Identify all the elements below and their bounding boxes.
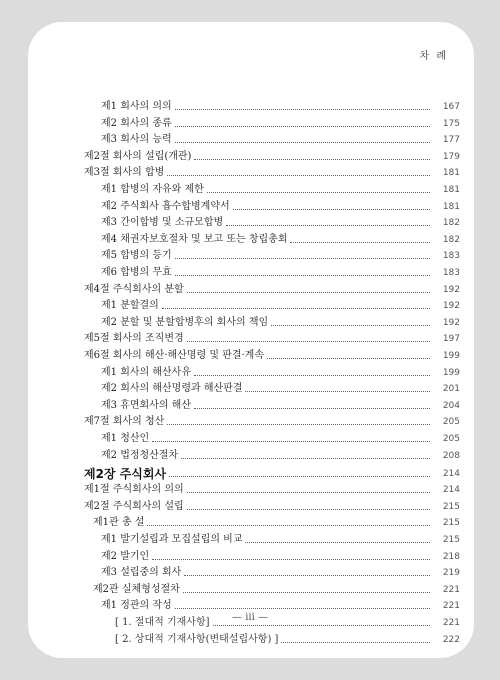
toc-page-number: 182 [442, 234, 460, 245]
toc-entry-row[interactable] [0, 231, 460, 247]
toc-page-number: 179 [442, 151, 460, 162]
toc-entry-row[interactable] [0, 498, 460, 514]
toc-page-number: 201 [442, 384, 460, 395]
dot-leader [245, 391, 430, 392]
toc-entry-label: 제1 합병의 자유와 제한 [101, 184, 204, 195]
toc-page-number: 221 [442, 601, 460, 612]
toc-entry-row[interactable] [0, 131, 460, 147]
dot-leader [181, 458, 430, 459]
toc-page-number: 222 [442, 634, 460, 645]
toc-page-number: 192 [442, 284, 460, 295]
toc-entry-row[interactable] [0, 281, 460, 297]
toc-page-number: 183 [442, 251, 460, 262]
toc-entry-row[interactable] [0, 564, 460, 580]
toc-entry-label: 제4 채권자보호절차 및 보고 또는 창립총회 [101, 233, 288, 245]
toc-page-number: 221 [442, 584, 460, 595]
dot-leader [152, 441, 430, 442]
toc-page-number: 219 [442, 568, 460, 579]
toc-entry-row[interactable] [0, 631, 460, 647]
dot-leader [194, 375, 430, 376]
toc-page-number: 205 [442, 434, 460, 444]
toc-entry-label: 제1 발기설립과 모집설립의 비교 [101, 534, 243, 545]
dot-leader [281, 642, 430, 643]
toc-chapter-row[interactable] [0, 463, 460, 481]
dot-leader [267, 358, 430, 359]
dot-leader [233, 209, 430, 210]
dot-leader [152, 559, 430, 560]
toc-entry-label: 제3절 회사의 합병 [84, 167, 165, 179]
toc-entry-row[interactable] [0, 364, 460, 380]
toc-entry-row[interactable] [0, 397, 460, 413]
toc-entry-row[interactable] [0, 115, 460, 131]
toc-entry-label: 제6 합병의 무효 [101, 267, 172, 278]
dot-leader [213, 625, 431, 626]
dot-leader [184, 575, 430, 576]
toc-entry-row[interactable] [0, 98, 460, 114]
toc-page-number: 205 [442, 417, 460, 428]
dot-leader [187, 509, 430, 510]
toc-entry-label: 제5 합병의 등기 [101, 250, 172, 262]
dot-leader [187, 341, 430, 342]
dot-leader [175, 258, 430, 259]
toc-entry-row[interactable] [0, 447, 460, 463]
toc-page-number: 215 [442, 501, 460, 512]
toc-entry-label: 제1 정관의 작성 [101, 600, 172, 612]
toc-entry-row[interactable] [0, 531, 460, 547]
toc-page-number: 183 [442, 268, 460, 278]
toc-page-number: 221 [442, 618, 460, 628]
toc-entry-label: 제2 주식회사 흡수합병계약서 [101, 200, 230, 212]
toc-entry-label: 제2관 실체형성절차 [93, 583, 180, 595]
toc-entry-label: 제3 휴면회사의 해산 [101, 399, 191, 411]
dot-leader [167, 424, 430, 425]
dot-leader [175, 109, 430, 110]
toc-page-number: 199 [442, 367, 460, 378]
toc-entry-row[interactable] [0, 481, 460, 497]
toc-entry-label: 제1 분할결의 [101, 300, 159, 312]
toc-entry-label: 제6절 회사의 해산·해산명령 및 판결·계속 [84, 350, 264, 361]
toc-entry-row[interactable] [0, 247, 460, 263]
dot-leader [271, 325, 430, 326]
toc-entry-label: 제1 회사의 의의 [101, 101, 172, 112]
dot-leader [187, 492, 430, 493]
page-number-footer: — iii — [232, 612, 268, 623]
dot-leader [169, 476, 430, 477]
toc-entry-label: 제3 간이합병 및 소규모합병 [101, 217, 224, 229]
dot-leader [226, 225, 430, 226]
toc-entry-row[interactable] [0, 297, 460, 313]
toc-page-number: 181 [442, 168, 460, 179]
toc-entry-row[interactable] [0, 198, 460, 214]
toc-page-number: 167 [442, 102, 460, 112]
toc-entry-label: 제1 회사의 해산사유 [101, 366, 191, 378]
toc-page-number: 218 [442, 551, 460, 562]
toc-page-number: 208 [442, 450, 460, 461]
toc-page-number: 197 [442, 334, 460, 345]
toc-page-number: 214 [442, 485, 460, 496]
toc-page-number: 214 [442, 469, 460, 480]
toc-entry-label: 제3 회사의 능력 [101, 134, 172, 146]
toc-entry-label: 제2절 주식회사의 설립 [84, 500, 184, 512]
toc-page-number: 192 [442, 317, 460, 328]
toc-page-number: 177 [442, 135, 460, 146]
toc-entry-row[interactable] [0, 264, 460, 280]
toc-page-number: 192 [442, 301, 460, 312]
toc-entry-label: 제4절 주식회사의 분할 [84, 283, 184, 295]
toc-entry-label: 제5절 회사의 조직변경 [84, 333, 184, 345]
toc-entry-label: 제2 회사의 해산명령과 해산판결 [101, 383, 243, 395]
toc-page-number: 199 [442, 351, 460, 361]
dot-leader [175, 142, 430, 143]
toc-page-number: 182 [442, 218, 460, 229]
toc-entry-label: [ 2. 상대적 기재사항(변태설립사항) ] [115, 633, 279, 645]
toc-entry-label: [ 1. 절대적 기재사항] [115, 617, 210, 628]
toc-entry-row[interactable] [0, 314, 460, 330]
dot-leader [175, 126, 430, 127]
toc-page-number: 204 [442, 400, 460, 411]
toc-entry-label: 제1절 주식회사의 의의 [84, 484, 184, 496]
dot-leader [207, 192, 430, 193]
toc-entry-row[interactable] [0, 413, 460, 429]
dot-leader [290, 242, 430, 243]
dot-leader [245, 542, 430, 543]
toc-entry-row[interactable] [0, 597, 460, 613]
toc-page-number: 181 [442, 185, 460, 195]
toc-entry-row[interactable] [0, 514, 460, 530]
toc-entry-label: 제2 발기인 [101, 550, 150, 562]
toc-entry-label: 제7절 회사의 청산 [84, 416, 165, 428]
toc-entry-label: 제1관 총 설 [93, 517, 145, 529]
dot-leader [162, 308, 430, 309]
toc-entry-label: 제1 청산인 [101, 433, 150, 444]
toc-header-title: 차 례 [419, 51, 448, 62]
toc-entry-row[interactable] [0, 214, 460, 230]
toc-entry-row[interactable] [0, 430, 460, 446]
toc-entry-label: 제2 회사의 종류 [101, 117, 172, 129]
dot-leader [194, 408, 430, 409]
dot-leader [167, 175, 430, 176]
toc-entry-row[interactable] [0, 148, 460, 164]
dot-leader [194, 159, 430, 160]
toc-entry-row[interactable] [0, 581, 460, 597]
toc-entry-label: 제2절 회사의 설립(개관) [84, 150, 192, 162]
toc-entry-label: 제2장 주식회사 [84, 467, 167, 482]
toc-page-number: 215 [442, 535, 460, 545]
toc-entry-row[interactable] [0, 181, 460, 197]
toc-entry-row[interactable] [0, 330, 460, 346]
dot-leader [187, 292, 430, 293]
dot-leader [147, 525, 430, 526]
toc-entry-row[interactable] [0, 347, 460, 363]
toc-entry-row[interactable] [0, 380, 460, 396]
dot-leader [175, 275, 430, 276]
toc-page-number: 215 [442, 518, 460, 529]
toc-entry-label: 제3 설립중의 회사 [101, 567, 182, 579]
dot-leader [183, 592, 430, 593]
toc-entry-row[interactable] [0, 548, 460, 564]
toc-page-number: 175 [442, 118, 460, 129]
dot-leader [175, 608, 430, 609]
toc-entry-label: 제2 법정청산절차 [101, 449, 179, 461]
toc-page-number: 181 [442, 201, 460, 212]
toc-entry-row[interactable] [0, 164, 460, 180]
toc-entry-label: 제2 분할 및 분할합병후의 회사의 책임 [101, 316, 269, 328]
